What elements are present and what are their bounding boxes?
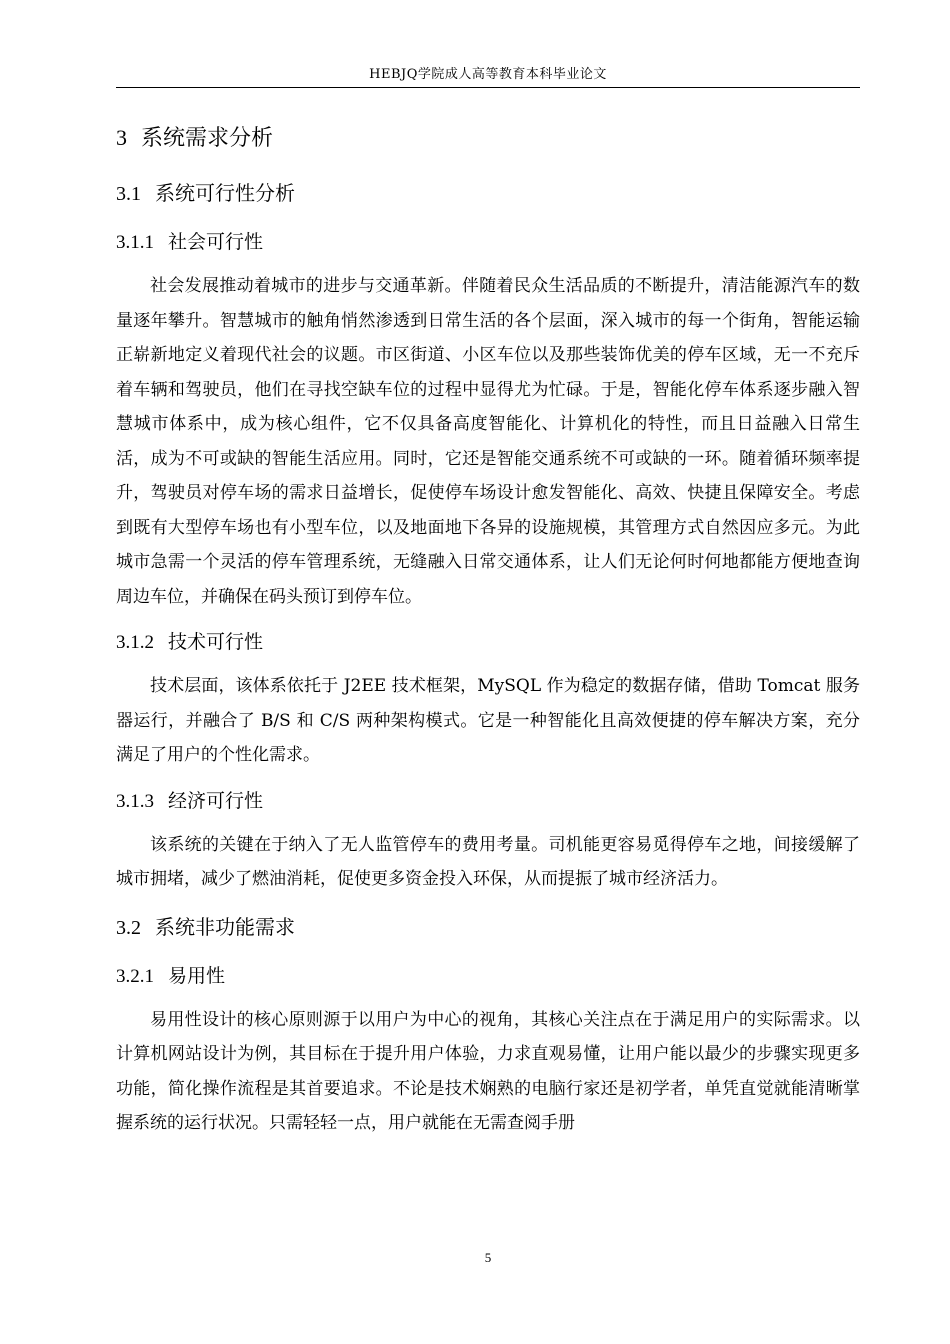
heading-subsection-3-2-1 (116, 958, 860, 995)
heading-number: 3.2.1 (116, 965, 154, 987)
paragraph-technical-feasibility: 技术层面，该体系依托于 J2EE 技术框架，MySQL 作为稳定的数据存储，借助 Tomcat 服务器运行，并融合了 B/S 和 C/S 两种架构模式。它是一种智能化且高效便捷的停车解决方案，充分满足了用户的个性化需求。 (116, 676, 860, 765)
heading-number: 3.1.2 (116, 632, 154, 653)
heading-text: 系统非功能需求 (155, 914, 295, 939)
heading-chapter-3 (116, 118, 860, 159)
heading-text: 经济可行性 (168, 789, 264, 812)
heading-number: 3.2 (116, 916, 141, 939)
heading-number: 3 (116, 125, 127, 150)
heading-number: 3.1 (116, 183, 141, 205)
heading-text: 系统需求分析 (141, 126, 274, 151)
heading-section-3-1 (116, 173, 860, 214)
heading-subsection-3-1-1 (116, 224, 860, 261)
paragraph-social-feasibility: 社会发展推动着城市的进步与交通革新。伴随着民众生活品质的不断提升，清洁能源汽车的数量逐年攀升。智慧城市的触角悄然渗透到日常生活的各个层面，深入城市的每一个街角，智能运输正崭新地定义着现代社会的议题。市区街道、小区车位以及那些装饰优美的停车区域，无一不充斥着车辆和驾驶员，他们在寻找空缺车位的过程中显得尤为忙碌。于是，智能化停车体系逐步融入智慧城市体系中，成为核心组件，它不仅具备高度智能化、计算机化的特性，而且日益融入日常生活，成为不可或缺的智能生活应用。同时，它还是智能交通系统不可或缺的一环。随着循环频率提升，驾驶员对停车场的需求日益增长，促使停车场设计愈发智能化、高效、快捷且保障安全。考虑到既有大型停车场也有小型车位，以及地面地下各异的设施规模，其管理方式自然因应多元。为此城市急需一个灵活的停车管理系统，无缝融入日常交通体系，让人们无论何时何地都能方便地查询周边车位，并确保在码头预订到停车位。 (116, 276, 860, 607)
heading-number: 3.1.1 (116, 232, 154, 253)
paragraph-usability: 易用性设计的核心原则源于以用户为中心的视角，其核心关注点在于满足用户的实际需求。以计算机网站设计为例，其目标在于提升用户体验，力求直观易懂，让用户能以最少的步骤实现更多功能，简化操作流程是其首要追求。不论是技术娴熟的电脑行家还是初学者，单凭直觉就能清晰掌握系统的运行状况。只需轻轻一点，用户就能在无需查阅手册 (116, 1009, 860, 1133)
heading-number: 3.1.3 (116, 790, 154, 812)
heading-subsection-3-1-2 (116, 624, 860, 661)
heading-text: 易用性 (168, 964, 226, 987)
header-rule (116, 87, 860, 88)
heading-text: 技术可行性 (168, 631, 264, 653)
heading-section-3-2 (116, 907, 860, 948)
page-body (116, 118, 860, 1151)
heading-subsection-3-1-3 (116, 783, 860, 820)
page-number: 5 (484, 1250, 492, 1265)
running-header: HEBJQ学院成人高等教育本科毕业论文 (369, 67, 607, 82)
heading-text: 社会可行性 (168, 231, 264, 253)
heading-text: 系统可行性分析 (155, 181, 295, 205)
paragraph-economic-feasibility: 该系统的关键在于纳入了无人监管停车的费用考量。司机能更容易觅得停车之地，间接缓解了城市拥堵，减少了燃油消耗，促使更多资金投入环保，从而提振了城市经济活力。 (116, 834, 860, 889)
